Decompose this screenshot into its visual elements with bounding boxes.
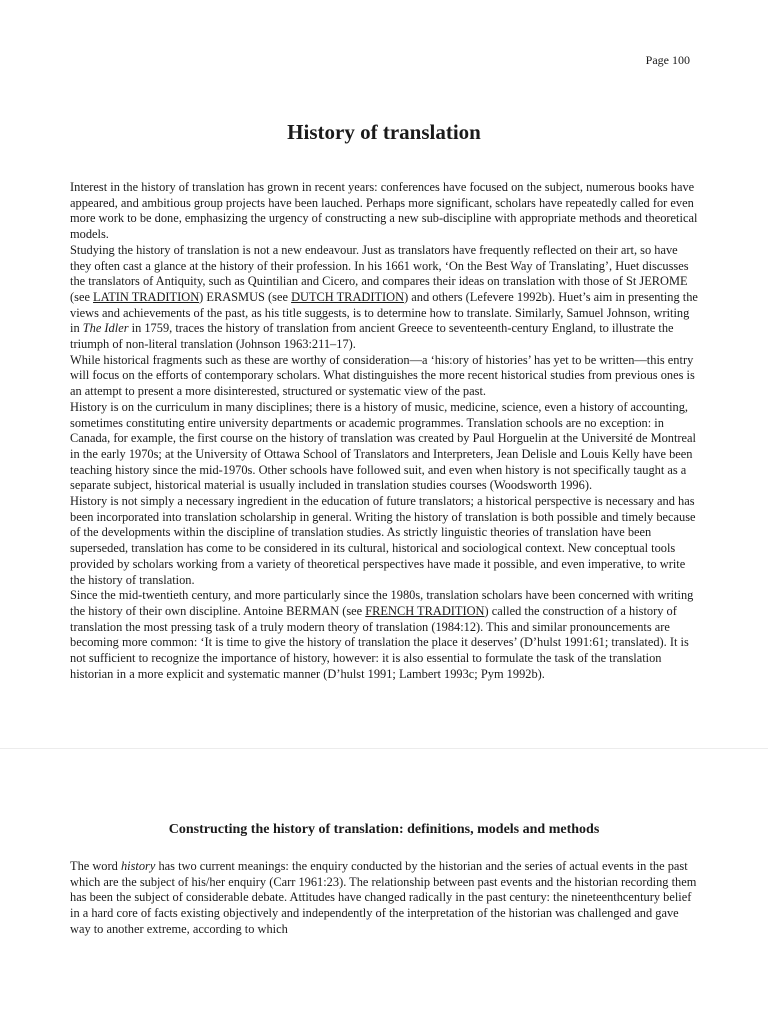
paragraph-2-text-b: ) ERASMUS (see bbox=[199, 289, 292, 304]
page-number: Page 100 bbox=[645, 53, 690, 67]
paragraph-6-text-b: ) called the construction of a history of translation the most pressing task of a truly modern theory of translation (1984:12). This and similar pronouncements are becoming more common: ‘It is time to give the history of translation the place it deserves’ (D’hulst 1991:61; translated). It is not sufficient to recognize the importance of history, however: it is also essential to formulate the task of the translation historian in a more explicit and systematic manner (D’hulst 1991; Lambert 1993c; Pym 1992b). bbox=[70, 603, 689, 681]
history-term: history bbox=[120, 859, 156, 873]
article-body bbox=[70, 180, 702, 683]
paragraph-6 bbox=[70, 588, 702, 682]
paragraph-1: Interest in the history of translation has grown in recent years: conferences have focused on the subject, numerous books have appeared, and ambitious group projects have been lauched. Perhaps more significant, scholars have repeatedly called for even more work to be done, emphasizing the urgency of constructing a new sub-discipline with appropriate methods and theoretical models. bbox=[70, 180, 698, 242]
section-text-a: The word bbox=[70, 859, 121, 873]
section-paragraph-1 bbox=[70, 859, 702, 938]
xref-latin-tradition-link[interactable]: LATIN TRADITION bbox=[93, 289, 200, 304]
paragraph-2-text-c: ) and others (Lefevere 1992b). Huet’s aim in presenting the views and achievements of the past, as his title suggests, is to determine how to translate. Similarly, Samuel Johnson, writing in bbox=[70, 289, 698, 336]
section-heading: Constructing the history of translation: definitions, models and methods bbox=[168, 822, 600, 837]
section-text-b: has two current meanings: the enquiry conducted by the historian and the series of actual events in the past which are the subject of his/her enquiry (Carr 1961:23). The relationship between past events and the historian recording them has been the subject of considerable debate. Attitudes have changed radically in the past century: the nineteenthcentury belief in a hard core of facts existing objectively and independently of the interpretation of the historian was challenged and gave way to another extreme, according to which bbox=[70, 859, 697, 936]
xref-dutch-tradition-link[interactable]: DUTCH TRADITION bbox=[291, 289, 405, 304]
scan-artifact-line bbox=[0, 748, 768, 749]
paragraph-2-text-a: Studying the history of translation is not a new endeavour. Just as translators have frequently reflected on their art, so have they often cast a glance at the history of their profession. In his 1661 work, ‘On the Best Way of Translating’, Huet discusses the translators of Antiquity, such as Quintilian and Cicero, and compares their ideas on translation with those of St JEROME (see bbox=[70, 242, 689, 304]
paragraph-2 bbox=[70, 243, 702, 353]
xref-french-tradition-link[interactable]: FRENCH TRADITION bbox=[365, 603, 485, 618]
paragraph-2-text-d: in 1759, traces the history of translation from ancient Greece to seventeenth-century England, to illustrate the triumph of non-literal translation (Johnson 1963:211–17). bbox=[70, 321, 674, 352]
paragraph-4: History is on the curriculum in many disciplines; there is a history of music, medicine, science, even a history of accounting, sometimes constituting entire university departments or academic programmes. Translation schools are no exception: in Canada, for example, the first course on the history of translation was created by Paul Horguelin at the Université de Montreal in the early 1970s; at the University of Ottawa School of Translators and Interpreters, Jean Delisle and Louis Kelly have been teaching history since the mid-1970s. Other schools have followed suit, and even when history is not specifically taught as a separate subject, historical material is usually included in translation studies courses (Woodsworth 1996). bbox=[70, 399, 696, 493]
paragraph-5: History is not simply a necessary ingredient in the education of future translators; a historical perspective is necessary and has been incorporated into translation scholarship in general. Writing the history of translation is both possible and timely because of the developments within the discipline of translation studies. As strictly linguistic theories of translation have been superseded, translation has come to be considered in its cultural, historical and sociological context. New conceptual tools provided by scholars working from a variety of theoretical perspectives have made it possible, and even imperative, to write the history of translation. bbox=[70, 494, 696, 587]
section-body bbox=[70, 859, 702, 938]
paragraph-3: While historical fragments such as these are worthy of consideration—a ‘his:ory of histories’ has yet to be written—this entry will focus on the efforts of contemporary scholars. What distinguishes the more recent historical studies from previous ones is an attempt to present a more disinterested, structured or systematic view of the past. bbox=[70, 352, 695, 399]
idler-title: The Idler bbox=[82, 321, 129, 336]
page-title: History of translation bbox=[287, 120, 481, 144]
paragraph-6-text-a: Since the mid-twentieth century, and more particularly since the 1980s, translation scholars have been concerned with writing the history of their own discipline. Antoine BERMAN (see bbox=[70, 588, 694, 618]
